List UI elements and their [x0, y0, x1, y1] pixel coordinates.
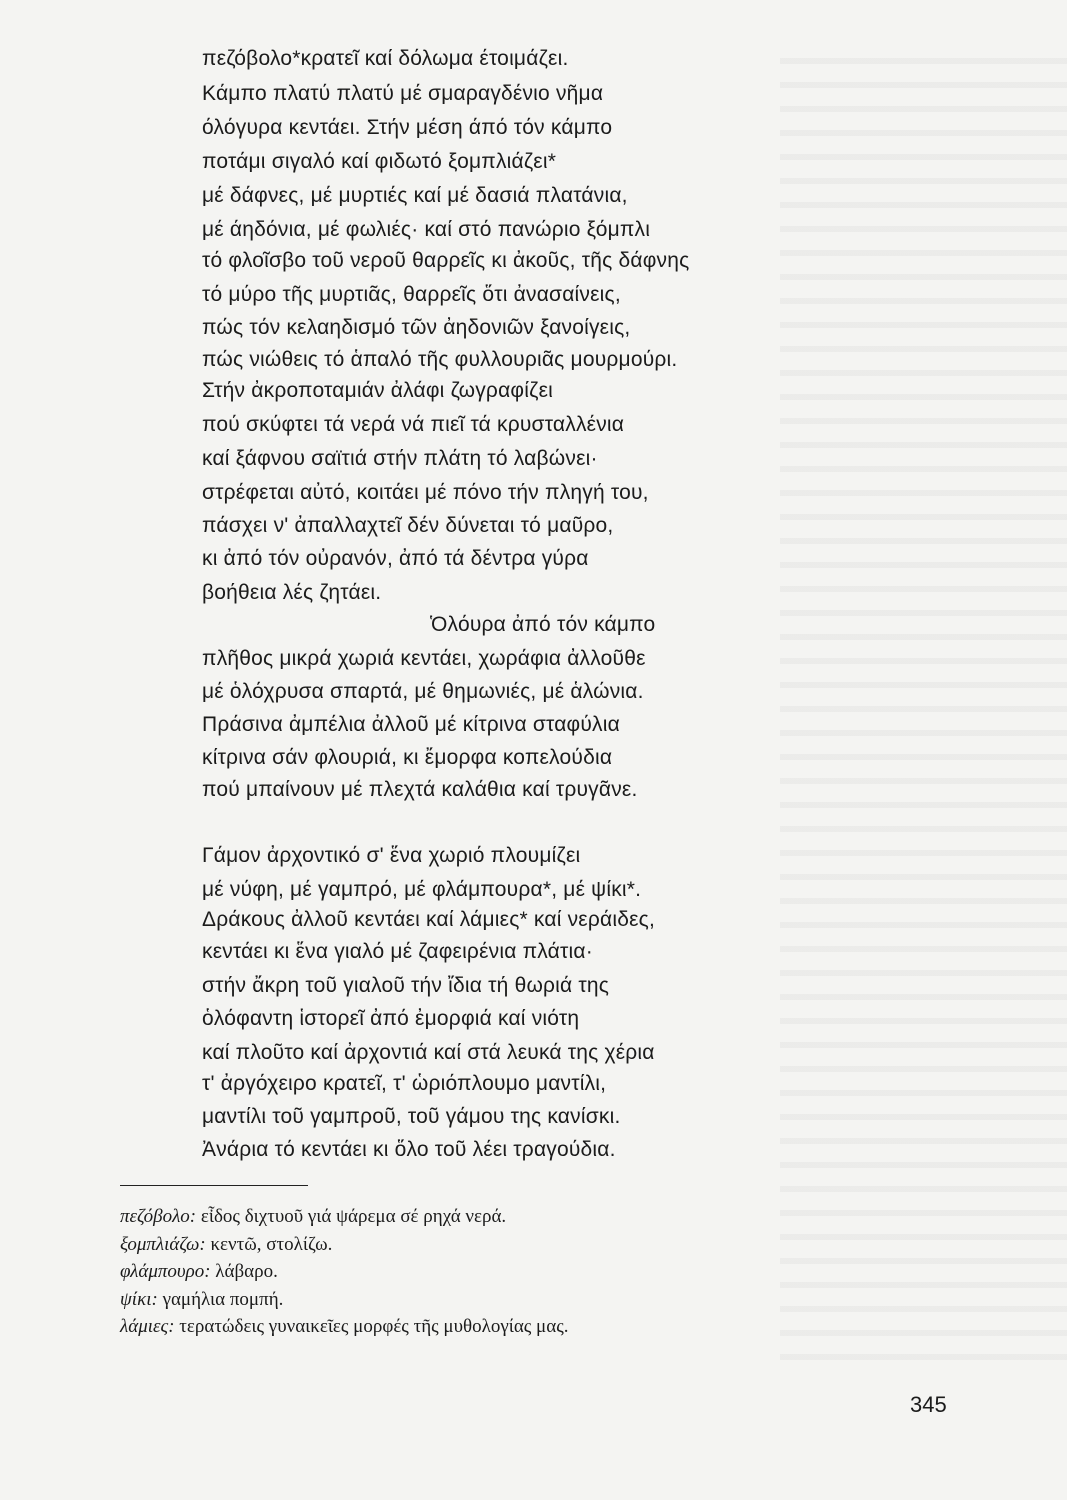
footnote [120, 1289, 283, 1311]
poem-line: καί πλοῦτο καί ἀρχοντιά καί στά λευκά της χέρια [202, 1041, 655, 1064]
poem-line: τό μύρο τῆς μυρτιᾶς, θαρρεῖς ὅτι ἀνασαίνεις, [202, 283, 621, 306]
footnote [120, 1234, 332, 1256]
poem-line: πώς νιώθεις τό ἁπαλό τῆς φυλλουριᾶς μουρμούρι. [202, 348, 678, 371]
footnote-divider [120, 1185, 308, 1186]
poem-line: βοήθεια λές ζητάει. [202, 581, 382, 604]
poem-line: όλόγυρα κεντάει. Στήν μέση άπό τόν κάμπο [202, 116, 613, 139]
poem-line: Ὁλόυρα ἀπό τόν κάμπο [430, 613, 656, 636]
footnote-definition: λάβαρο. [215, 1261, 278, 1282]
poem-line: πού σκύφτει τά νερά νά πιεῖ τά κρυσταλλένια [202, 413, 625, 436]
poem-line: μέ ὁλόχρυσα σπαρτά, μέ θημωνιές, μέ ἁλώνια. [202, 680, 644, 703]
poem-line: Δράκους ἀλλοῦ κεντάει καί λάμιες* καί νεράιδες, [202, 908, 656, 931]
poem-line: Στήν ἀκροποταμιάν ἀλάφι ζωγραφίζει [202, 379, 553, 402]
page-number: 345 [910, 1392, 947, 1417]
footnote [120, 1206, 506, 1228]
footnote-term: φλάμπουρο: [120, 1261, 211, 1282]
poem-line: μέ νύφη, μέ γαμπρό, μέ φλάμπουρα*, μέ ψίκι*. [202, 878, 642, 901]
footnote [120, 1261, 278, 1283]
footnote-definition: εἶδος διχτυοῦ γιά ψάρεμα σέ ρηχά νερά. [200, 1206, 507, 1227]
poem-line: Γάμον ἀρχοντικό σ' ἕνα χωριό πλουμίζει [202, 844, 581, 867]
poem-line: πώς τόν κελαηδισμό τῶν ἀηδονιῶν ξανοίγεις, [202, 316, 631, 339]
poem-line: πού μπαίνουν μέ πλεχτά καλάθια καί τρυγᾶνε. [202, 778, 638, 801]
poem-line: ποτάμι σιγαλό καί φιδωτό ξομπλιάζει* [202, 150, 557, 173]
poem-line: πλῆθος μικρά χωριά κεντάει, χωράφια ἀλλοῦθε [202, 647, 646, 670]
poem-line: κεντάει κι ἕνα γιαλό μέ ζαφειρένια πλάτια· [202, 940, 593, 963]
footnote-term: λάμιες: [120, 1316, 175, 1337]
poem-line: πάσχει ν' ἀπαλλαχτεῖ δέν δύνεται τό μαῦρο, [202, 514, 614, 537]
footnote [120, 1316, 568, 1338]
poem-line: Πράσινα ἀμπέλια ἀλλοῦ μέ κίτρινα σταφύλια [202, 713, 620, 736]
poem-line: Ἀνάρια τό κεντάει κι ὅλο τοῦ λέει τραγούδια. [202, 1138, 616, 1161]
poem-line: τό φλοῖσβο τοῦ νεροῦ θαρρεῖς κι ἀκοῦς, τῆς δάφνης [202, 249, 690, 272]
poem-line: καί ξάφνου σαϊτιά στήν πλάτη τό λαβώνει· [202, 447, 598, 470]
poem-line: στήν ἄκρη τοῦ γιαλοῦ τήν ἴδια τή θωριά της [202, 974, 610, 997]
footnote-definition: γαμήλια πομπή. [162, 1289, 284, 1310]
poem-line: πεζόβολο*κρατεῖ καί δόλωμα έτοιμάζει. [202, 47, 569, 70]
footnote-definition: κεντῶ, στολίζω. [210, 1234, 333, 1255]
poem-line: κίτρινα σάν φλουριά, κι ἔμορφα κοπελούδια [202, 746, 613, 769]
footnote-term: ξομπλιάζω: [120, 1234, 206, 1255]
footnote-term: πεζόβολο: [120, 1206, 197, 1227]
poem-line: μαντίλι τοῦ γαμπροῦ, τοῦ γάμου της κανίσκι. [202, 1105, 621, 1128]
poem-line: μέ άηδόνια, μέ φωλιές· καί στό πανώριο ξόμπλι [202, 218, 651, 241]
poem-line: στρέφεται αὐτό, κοιτάει μέ πόνο τήν πληγή του, [202, 481, 649, 504]
poem-line: κι ἀπό τόν οὐρανόν, ἀπό τά δέντρα γύρα [202, 547, 589, 570]
poem-line: μέ δάφνες, μέ μυρτιές καί μέ δασιά πλατάνια, [202, 184, 628, 207]
footnote-term: ψίκι: [120, 1289, 158, 1310]
poem-line: Κάμπο πλατύ πλατύ μέ σμαραγδένιο νῆμα [202, 82, 604, 105]
poem-line: ὁλόφαντη ἱστορεῖ ἀπό ἐμορφιά καί νιότη [202, 1007, 580, 1030]
poem-line: τ' ἀργόχειρο κρατεῖ, τ' ὡριόπλουμο μαντίλι, [202, 1072, 607, 1095]
footnote-definition: τερατώδεις γυναικεῖες μορφές τῆς μυθολογίας μας. [179, 1316, 569, 1337]
